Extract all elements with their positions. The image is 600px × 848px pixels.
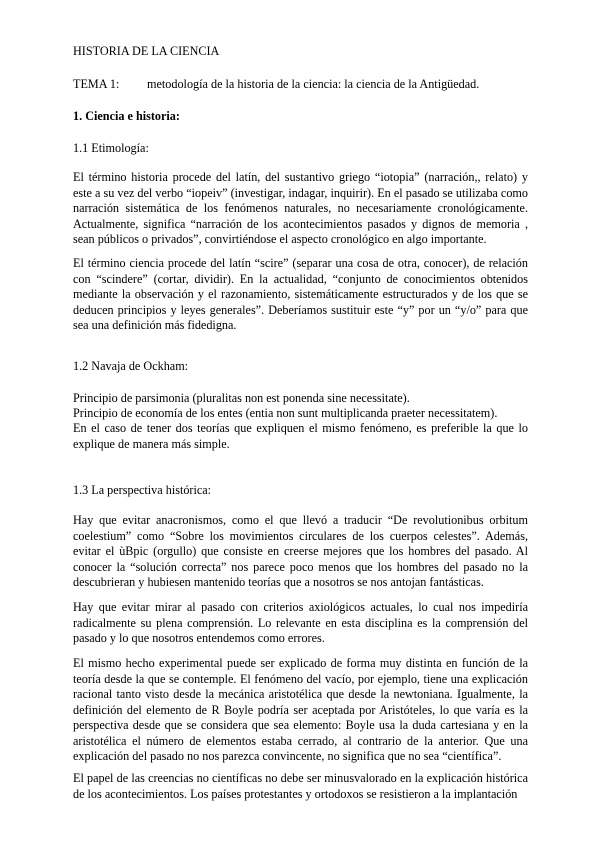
paragraph-anacronismos: [73, 513, 528, 591]
paragraph-etimologia-ciencia: [73, 256, 528, 334]
tema-number: TEMA 1:: [73, 77, 120, 91]
paragraph-text: Hay que evitar mirar al pasado con criterios axiológicos actuales, lo cual nos impediría radicalmente su plena comprensión. Lo relevante en esta disciplina es la comprensión del pasado y lo que nosotros entendemos como errores.: [73, 600, 528, 645]
ockham-principle-2: Principio de economía de los entes (entia non sunt multiplicanda praeter necessitatem).: [73, 406, 498, 420]
tema-line: [73, 77, 479, 93]
subsection-heading-1-1: 1.1 Etimología:: [73, 141, 149, 155]
paragraph-text: El papel de las creencias no científicas no debe ser minusvalorado en la explicación histórica de los acontecimientos. Los países protestantes y ortodoxos se resistieron a la implantación: [73, 771, 528, 801]
paragraph-text: El término historia procede del latín, del sustantivo griego “iotopia” (narración,, relato) y este a su vez del verbo “iopeiv” (investigar, indagar, inquirir). En el pasado se utilizaba como narración sistemática de los fenómenos naturales, no necesariamente cronológicamente. Actualmente, significa “narración de los acontecimientos pasados y dignos de memoria , sean públicos o privados”, convirtiéndose el aspecto cronológico en algo importante.: [73, 170, 528, 246]
ockham-explanation: [73, 421, 528, 452]
document-title: HISTORIA DE LA CIENCIA: [73, 44, 220, 58]
paragraph-hecho-experimental: [73, 656, 528, 765]
paragraph-text: El mismo hecho experimental puede ser explicado de forma muy distinta en función de la teoría desde la que se contemple. El fenómeno del vacío, por ejemplo, tiene una explicación racional tanto visto desde la mecánica aristotélica que desde la newtoniana. Igualmente, la definición del elemento de R Boyle podría ser aceptada por Aristóteles, lo que varía es la perspectiva desde que se considera que sea elemento: Boyle usa la duda cartesiana y en la aristotélica el número de elementos estaba cerrado, al contrario de la anterior. Que una explicación del pasado no nos parezca convincente, no significa que no sea “científica”.: [73, 656, 528, 763]
paragraph-creencias: [73, 771, 528, 802]
paragraph-text: En el caso de tener dos teorías que expliquen el mismo fenómeno, es preferible la que lo explique de manera más simple.: [73, 421, 528, 451]
paragraph-criterios-axiologicos: [73, 600, 528, 647]
tema-title: metodología de la historia de la ciencia: la ciencia de la Antigüedad.: [147, 77, 480, 91]
paragraph-etimologia-historia: [73, 170, 528, 248]
paragraph-text: Hay que evitar anacronismos, como el que llevó a traducir “De revolutionibus orbitum coelestium” como “Sobre los movimientos circulares de los cuerpos celestes”. Además, evitar el ùBpic (orgullo) que consiste en creerse mejores que los hombres del pasado. Al conocer la “solución correcta” nos parece poco menos que los hombres del pasado no la descubrieran y hubiesen mantenido teorías que a nosotros se nos antojan fantásticas.: [73, 513, 528, 589]
subsection-heading-1-3: 1.3 La perspectiva histórica:: [73, 483, 212, 497]
subsection-heading-1-2: 1.2 Navaja de Ockham:: [73, 359, 189, 373]
paragraph-text: El término ciencia procede del latín “scire” (separar una cosa de otra, conocer), de relación con “scindere” (cortar, dividir). En la actualidad, “conjunto de conocimientos obtenidos mediante la observación y el razonamiento, sistemáticamente estructurados y de los que se deducen principios y leyes generales”. Deberíamos sustituir este “y” por un “y/o” para que sea una definición más fidedigna.: [73, 256, 528, 332]
ockham-principle-1: Principio de parsimonia (pluralitas non est ponenda sine necessitate).: [73, 391, 410, 405]
section-heading-1: 1. Ciencia e historia:: [73, 109, 180, 123]
